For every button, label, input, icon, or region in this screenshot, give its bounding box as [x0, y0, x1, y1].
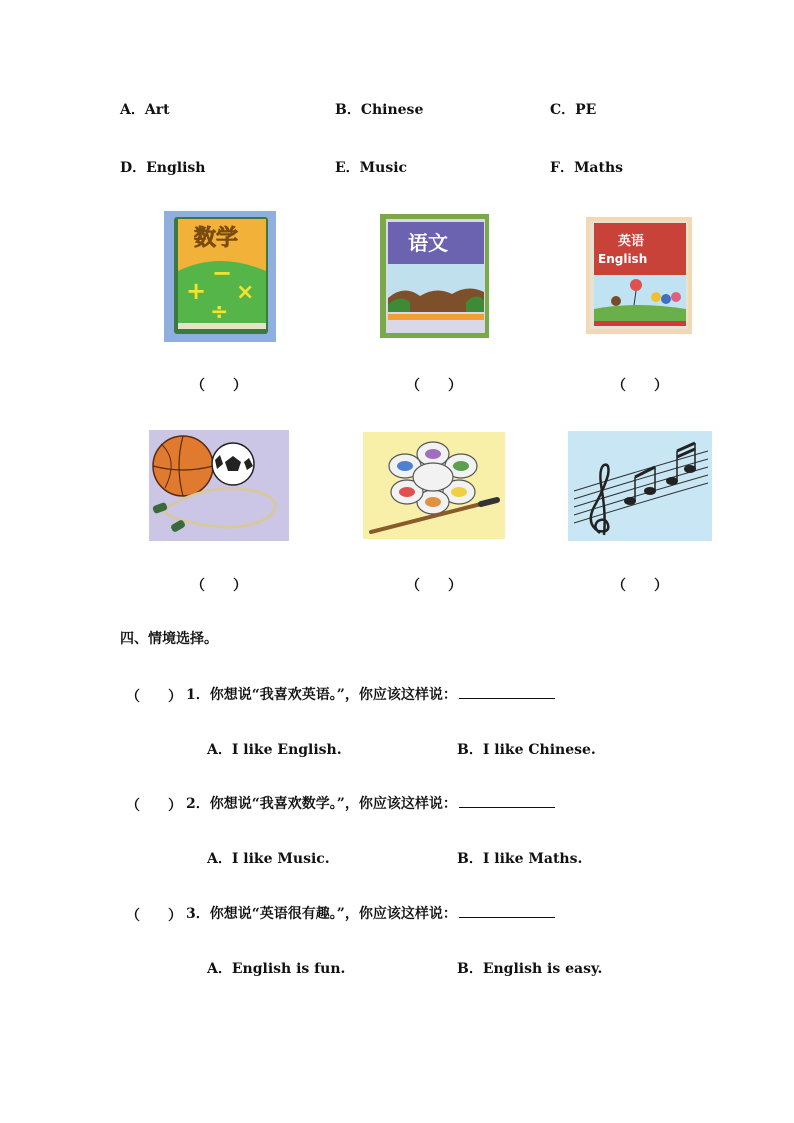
- chinese-book-image: [380, 214, 489, 338]
- english-book-image: [586, 217, 692, 334]
- answer-bracket-1[interactable]: （ ）: [191, 378, 247, 394]
- q3-option-b: B．English is easy.: [457, 961, 603, 977]
- maths-book-title: 数学: [194, 226, 239, 251]
- chinese-book-title: 语文: [408, 231, 448, 255]
- q1-bracket[interactable]: （ ）: [126, 689, 182, 705]
- q2-prompt: 2．你想说“我喜欢数学。”，你应该这样说：: [186, 795, 555, 813]
- answer-bracket-2[interactable]: （ ）: [406, 378, 462, 394]
- maths-book-image: [164, 211, 276, 342]
- svg-text:÷: ÷: [210, 300, 229, 325]
- pe-image: [149, 430, 289, 541]
- answer-bracket-5[interactable]: （ ）: [406, 578, 462, 594]
- q2-bracket[interactable]: （ ）: [126, 798, 182, 814]
- q2-option-a: A．I like Music.: [207, 851, 330, 867]
- q3-prompt: 3．你想说“英语很有趣。”，你应该这样说：: [186, 905, 555, 923]
- english-book-title-en: English: [598, 252, 648, 266]
- answer-bracket-3[interactable]: （ ）: [612, 378, 668, 394]
- answer-bracket-6[interactable]: （ ）: [612, 578, 668, 594]
- option-d: D．English: [120, 160, 206, 176]
- svg-text:+: +: [186, 277, 207, 305]
- option-e: E．Music: [335, 160, 408, 176]
- svg-text:−: −: [212, 259, 233, 287]
- q1-prompt: 1．你想说“我喜欢英语。”，你应该这样说：: [186, 686, 555, 704]
- q3-option-a: A．English is fun.: [207, 961, 346, 977]
- q2-blank[interactable]: [459, 795, 555, 808]
- option-b: B．Chinese: [335, 102, 424, 118]
- q3-bracket[interactable]: （ ）: [126, 908, 182, 924]
- option-c: C．PE: [550, 102, 597, 118]
- option-a: A．Art: [120, 102, 170, 118]
- q1-option-a: A．I like English.: [207, 742, 342, 758]
- q2-option-b: B．I like Maths.: [457, 851, 583, 867]
- q1-option-b: B．I like Chinese.: [457, 742, 596, 758]
- music-image: [568, 431, 712, 541]
- q3-blank[interactable]: [459, 905, 555, 918]
- section-title: 四、情境选择。: [120, 631, 218, 647]
- art-image: [363, 432, 505, 539]
- option-f: F．Maths: [550, 160, 624, 176]
- svg-text:×: ×: [236, 280, 255, 305]
- english-book-title-cn: 英语: [618, 234, 645, 249]
- q1-blank[interactable]: [459, 686, 555, 699]
- answer-bracket-4[interactable]: （ ）: [191, 578, 247, 594]
